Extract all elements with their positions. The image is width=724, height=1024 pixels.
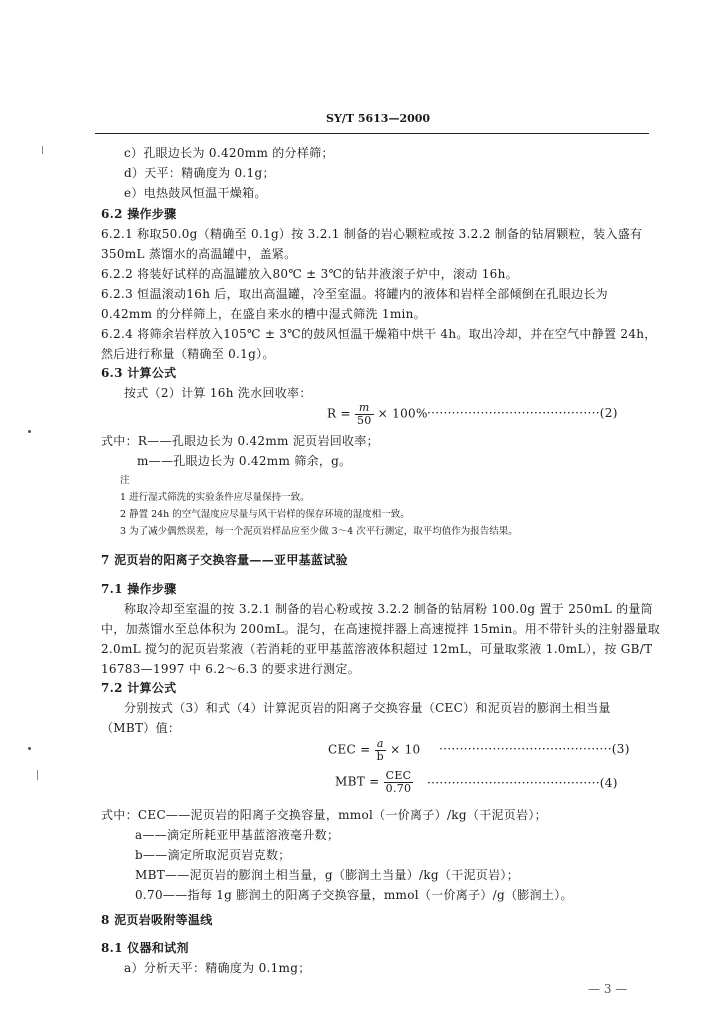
paragraph-6-2-3: 6.2.3 恒温滚动16h 后，取出高温罐，冷至室温。将罐内的液体和岩样全部倾倒在孔眼边长为 [101,287,608,301]
equation-4-denominator: 0.70 [385,781,412,795]
list-item-d: d）天平：精确度为 0.1g； [124,166,275,180]
equation-2-rhs: × 100% [377,406,428,421]
section-heading-8-1: 8.1 仪器和试剂 [101,941,189,955]
paragraph-7-2-a: 分别按式（3）和式（4）计算泥页岩的阳离子交换容量（CEC）和泥页岩的膨润土相当量 [124,701,611,715]
where-b: b——滴定所取泥页岩克数； [135,848,291,862]
equation-4-lhs: MBT = [335,774,380,789]
where-070: 0.70——指每 1g 膨润土的阳离子交换容量，mmol（一价离子）/g（膨润土）。 [135,888,573,902]
section-heading-8: 8 泥页岩吸附等温线 [101,913,213,927]
list-item-c: c）孔眼边长为 0.420mm 的分样筛； [124,146,334,160]
note-heading: 注 [120,475,130,486]
equation-4-fraction [384,770,414,794]
equation-3-number: ··········································(3) [439,742,630,756]
equation-4-numerator: CEC [385,769,412,782]
equation-2-lhs: R = [327,406,351,421]
paragraph-6-2-2: 6.2.2 将装好试样的高温罐放入80℃ ± 3℃的钻井液滚子炉中，滚动 16h。 [101,267,518,281]
page-header-title: SY/T 5613—2000 [326,112,431,125]
equation-4 [335,770,413,794]
equation-2 [327,402,428,426]
scan-mark [37,770,38,780]
section-heading-6-3: 6.3 计算公式 [101,366,177,380]
page-number: — 3 — [588,982,628,996]
equation-3 [328,738,420,762]
paragraph-7-2-b: （MBT）值： [101,721,181,735]
list-item-e: e）电热鼓风恒温干燥箱。 [124,186,267,200]
list-item-a: a）分析天平：精确度为 0.1mg； [124,961,311,975]
equation-3-rhs: × 10 [390,742,421,757]
section-heading-7-2: 7.2 计算公式 [101,681,177,695]
equation-2-denominator: 50 [356,413,372,427]
equation-2-fraction [355,402,374,426]
scan-speck [28,430,31,433]
where-line-1: 式中：R——孔眼边长为 0.42mm 泥页岩回收率； [101,434,379,448]
paragraph-6-2-1-cont: 350mL 蒸馏水的高温罐中，盖紧。 [101,247,297,261]
paragraph-6-3: 按式（2）计算 16h 洗水回收率： [124,386,312,400]
paragraph-6-2-1: 6.2.1 称取50.0g（精确至 0.1g）按 3.2.1 制备的岩心颗粒或按 3.2.2 制备的钻屑颗粒，装入盛有 [101,227,643,241]
where-line-2: m——孔眼边长为 0.42mm 筛余，g。 [137,454,352,468]
paragraph-7-1-c: 2.0mL 搅匀的泥页岩浆液（若消耗的亚甲基蓝溶液体积超过 12mL，可量取浆液 1.0mL），按 GB/T [101,642,653,656]
equation-2-number: ··········································(2) [427,406,618,420]
equation-3-denominator: b [376,749,384,763]
header-rule [95,133,649,134]
note-2: 2 静置 24h 的空气湿度应尽量与风干岩样的保存环境的湿度相一致。 [120,509,410,520]
equation-4-number: ··········································(4) [427,776,618,790]
section-heading-7-1: 7.1 操作步骤 [101,582,177,596]
equation-2-numerator: m [355,402,374,415]
scan-speck [28,747,31,750]
paragraph-7-1-b: 中，加蒸馏水至总体积为 200mL。混匀，在高速搅拌器上高速搅拌 15min。用不带针头的注射器量取 [101,622,661,636]
where-mbt: MBT——泥页岩的膨润土相当量，g（膨润土当量）/kg（干泥页岩）； [135,868,519,882]
paragraph-7-1-a: 称取冷却至室温的按 3.2.1 制备的岩心粉或按 3.2.2 制备的钻屑粉 100.0g 置于 250mL 的量筒 [124,602,653,616]
where-a: a——滴定所耗亚甲基蓝溶液毫升数； [135,828,340,842]
section-heading-7: 7 泥页岩的阳离子交换容量——亚甲基蓝试验 [101,553,348,567]
where-cec: 式中：CEC——泥页岩的阳离子交换容量，mmol（一价离子）/kg（干泥页岩）； [101,808,547,822]
note-3: 3 为了减少偶然误差，每一个泥页岩样品应至少做 3～4 次平行测定，取平均值作为报告结果。 [120,526,518,537]
scan-mark [42,146,43,154]
paragraph-6-2-4-cont: 然后进行称量（精确至 0.1g）。 [101,347,275,361]
paragraph-6-2-4: 6.2.4 将筛余岩样放入105℃ ± 3℃的鼓风恒温干燥箱中烘干 4h。取出冷却，并在空气中静置 24h， [101,327,657,341]
equation-3-fraction [375,738,386,762]
equation-3-lhs: CEC = [328,742,371,757]
note-1: 1 进行湿式筛洗的实验条件应尽量保持一致。 [120,492,310,503]
equation-3-numerator: a [375,738,386,751]
section-heading-6-2: 6.2 操作步骤 [101,207,177,221]
paragraph-6-2-3-cont: 0.42mm 的分样筛上，在盛自来水的槽中湿式筛洗 1min。 [101,307,426,321]
paragraph-7-1-d: 16783—1997 中 6.2～6.3 的要求进行测定。 [101,662,361,676]
